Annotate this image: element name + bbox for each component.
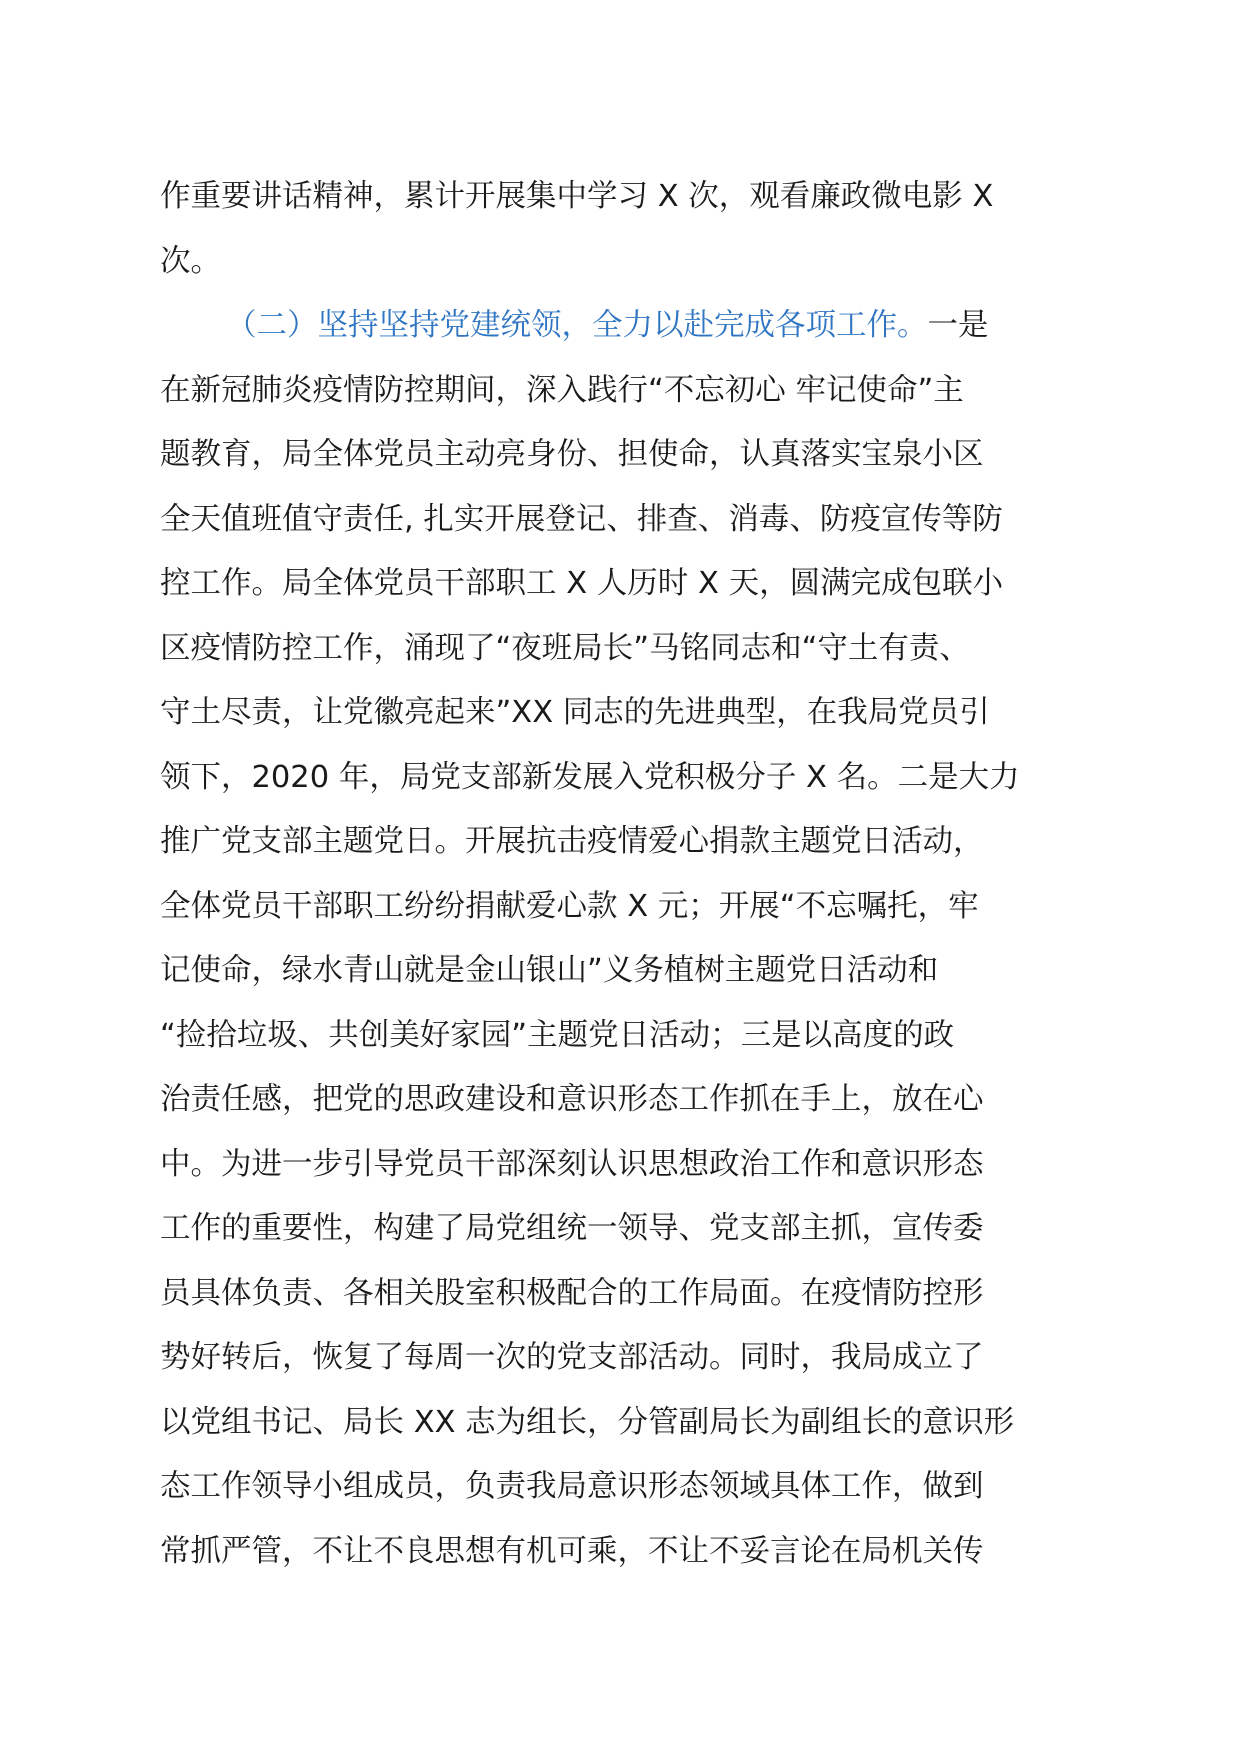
section-first-line — [160, 294, 1090, 359]
paragraph-continued — [160, 165, 1090, 294]
text-line: 作重要讲话精神，累计开展集中学习 X 次，观看廉政微电影 X — [160, 179, 994, 214]
paragraph-section-two — [160, 294, 1090, 1584]
text-run: 一是 — [927, 308, 989, 343]
section-heading: （二）坚持坚持党建统领，全力以赴完成各项工作。 — [226, 308, 928, 343]
text-line: 工作的重要性，构建了局党组统一领导、党支部主抓，宣传委 — [160, 1211, 984, 1246]
text-line: 全体党员干部职工纷纷捐献爱心款 X 元；开展“不忘嘱托，牢 — [160, 888, 979, 924]
text-line: 以党组书记、局长 XX 志为组长，分管副局长为副组长的意识形 — [160, 1404, 1015, 1440]
text-line: 守土尽责，让党徽亮起来”XX 同志的先进典型，在我局党员引 — [160, 695, 990, 730]
text-line: 控工作。局全体党员干部职工 X 人历时 X 天，圆满完成包联小 — [160, 566, 1004, 601]
text-line: 领下，2020 年，局党支部新发展入党积极分子 X 名。二是大力 — [160, 759, 1020, 795]
text-line: 员具体负责、各相关股室积极配合的工作局面。在疫情防控形 — [160, 1275, 984, 1311]
text-line: 常抓严管，不让不良思想有机可乘，不让不妥言论在局机关传 — [160, 1533, 984, 1569]
text-line: 在新冠肺炎疫情防控期间，深入践行“不忘初心 牢记使命”主 — [160, 372, 964, 408]
text-line: 次。 — [160, 243, 221, 279]
text-line: 记使命，绿水青山就是金山银山”义务植树主题党日活动和 — [160, 953, 939, 988]
text-line: “捡拾垃圾、共创美好家园”主题党日活动；三是以高度的政 — [160, 1017, 955, 1053]
text-line: 治责任感，把党的思政建设和意识形态工作抓在手上，放在心 — [160, 1082, 984, 1117]
text-line: 态工作领导小组成员，负责我局意识形态领域具体工作，做到 — [160, 1469, 984, 1504]
text-line: 题教育，局全体党员主动亮身份、担使命，认真落实宝泉小区 — [160, 437, 984, 472]
text-line: 势好转后，恢复了每周一次的党支部活动。同时，我局成立了 — [160, 1340, 984, 1375]
text-line: 区疫情防控工作，涌现了“夜班局长”马铭同志和“守土有责、 — [160, 630, 970, 666]
text-line: 全天值班值守责任, 扎实开展登记、排查、消毒、防疫宣传等防 — [160, 501, 1003, 537]
text-line: 推广党支部主题党日。开展抗击疫情爱心捐款主题党日活动， — [160, 824, 984, 859]
document-body — [160, 165, 1090, 1584]
text-line: 中。为进一步引导党员干部深刻认识思想政治工作和意识形态 — [160, 1146, 984, 1182]
